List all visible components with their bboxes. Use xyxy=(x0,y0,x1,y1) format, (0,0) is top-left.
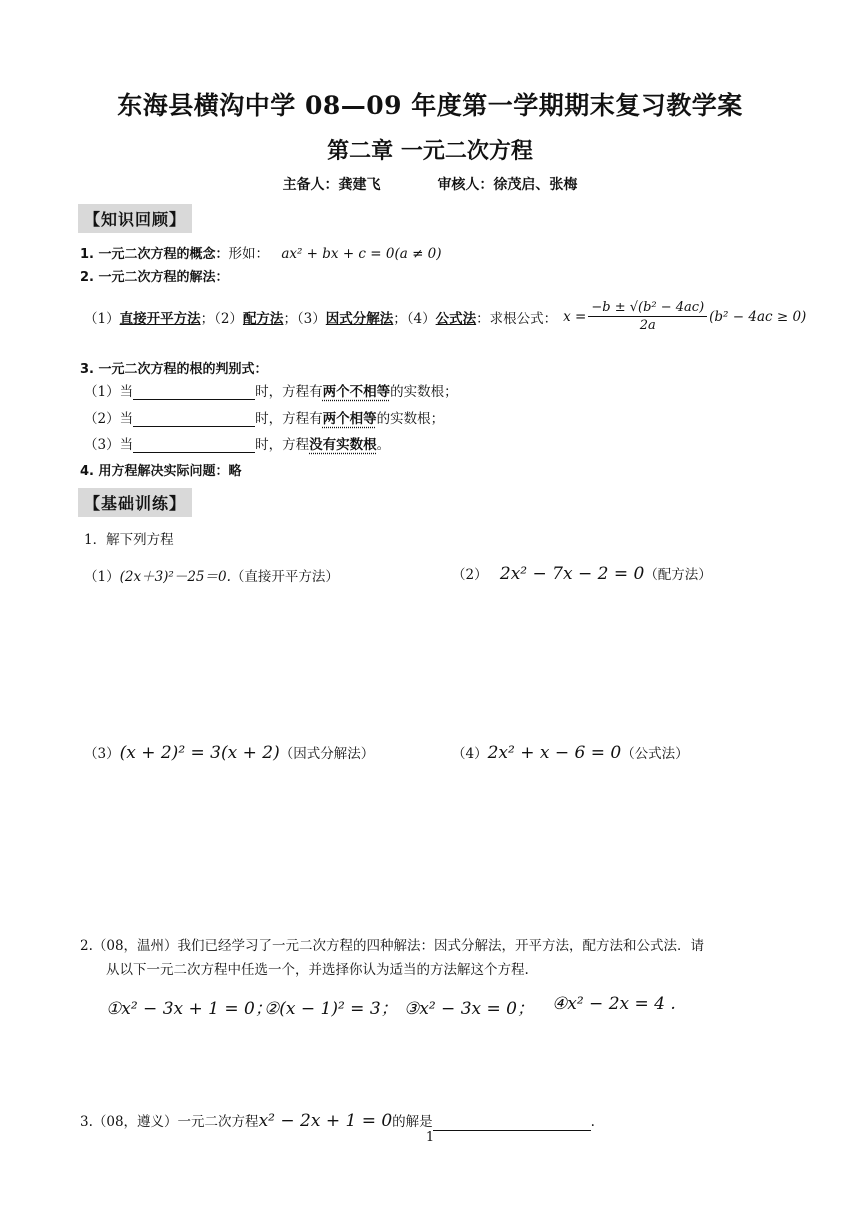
option-1: ①x² − 3x + 1 = 0； xyxy=(106,999,272,1019)
option-2: ②(x − 1)² = 3； xyxy=(264,999,398,1019)
chapter-title: 第二章 一元二次方程 xyxy=(327,138,533,164)
answer-blank[interactable] xyxy=(433,1116,591,1131)
discriminant-case-2: （2）当 时，方程有两个相等的实数根； xyxy=(84,411,445,427)
question-2-line-1: 2.（08，温州）我们已经学习了一元二次方程的四种解法：因式分解法，开平方法，配方法和公式法．请 xyxy=(80,938,705,954)
concept-formula: ax² + bx + c = 0(a ≠ 0) xyxy=(281,246,442,262)
equation: 2x² − 7x − 2 = 0 xyxy=(499,564,645,584)
method-factoring: 因式分解法 xyxy=(325,310,394,327)
solutions-label: 2. 一元二次方程的解法： xyxy=(80,270,229,285)
page-number: 1 xyxy=(425,1130,435,1145)
reviewer: 审核人：徐茂启、张梅 xyxy=(437,177,578,193)
question-1-part-4: （4）2x² + x − 6 = 0（公式法） xyxy=(452,743,689,763)
practical-problems-line: 4. 用方程解决实际问题：略 xyxy=(80,464,242,479)
answer-blank[interactable] xyxy=(133,438,255,453)
answer-blank[interactable] xyxy=(133,385,255,400)
concept-text: 形如： xyxy=(228,246,270,262)
question-1-intro: 1．解下列方程 xyxy=(84,532,174,548)
authors-line xyxy=(0,174,860,194)
quadratic-formula-fraction xyxy=(588,300,707,333)
question-1-part-3: （3）(x + 2)² = 3(x + 2)（因式分解法） xyxy=(84,743,375,763)
discriminant-case-3: （3）当 时，方程没有实数根。 xyxy=(84,437,391,453)
question-1-part-1: （1）(2x＋3)²－25＝0.（直接开平方法） xyxy=(84,569,339,585)
section-heading-basic-training: 【基础训练】 xyxy=(78,488,192,517)
equation: (2x＋3)²－25＝0. xyxy=(119,569,231,585)
formula-condition: (b² − 4ac ≥ 0) xyxy=(709,308,807,325)
formula-denominator: 2a xyxy=(639,318,656,333)
answer-blank[interactable] xyxy=(133,412,255,427)
discriminant-case-1: （1）当 时，方程有两个不相等的实数根； xyxy=(84,384,458,400)
concept-line xyxy=(80,242,442,262)
equation: x² − 2x + 1 = 0 xyxy=(258,1111,393,1131)
preparer: 主备人：龚建飞 xyxy=(282,177,381,193)
question-3: 3.（08，遵义）一元二次方程x² − 2x + 1 = 0的解是 . xyxy=(80,1111,595,1131)
method-direct-root: 直接开平方法 xyxy=(119,310,201,327)
question-2-line-2: 从以下一元二次方程中任选一个，并选择你认为适当的方法解这个方程. xyxy=(106,962,529,978)
document-title: 东海县横沟中学 08—09 年度第一学期期末复习教学案 xyxy=(117,91,743,120)
concept-label: 1. 一元二次方程的概念： xyxy=(80,247,229,262)
section-heading-review: 【知识回顾】 xyxy=(78,204,192,233)
question-2-options xyxy=(106,994,676,1019)
discriminant-label: 3. 一元二次方程的根的判别式： xyxy=(80,362,268,377)
formula-numerator: −b ± √(b² − 4ac) xyxy=(588,300,707,317)
method-completing-square: 配方法 xyxy=(242,310,284,327)
quadratic-formula-lhs: x = xyxy=(563,308,587,325)
methods-line: （1） 直接开平方法 ；（2） 配方法 ；（3） 因式分解法 ；（4） 公式法 ：求根公式： x = $\frac{\text{−b ± √(b² − 4ac)}}{2a}$ (b² − 4ac ≥ 0) xyxy=(84,300,807,333)
option-4: ④x² − 2x = 4 . xyxy=(552,994,676,1014)
equation: 2x² + x − 6 = 0 xyxy=(487,743,622,763)
equation: (x + 2)² = 3(x + 2) xyxy=(119,743,280,763)
method-formula: 公式法 xyxy=(435,310,477,327)
question-1-part-2: （2） 2x² − 7x − 2 = 0（配方法） xyxy=(452,564,712,584)
option-3: ③x² − 3x = 0； xyxy=(404,999,534,1019)
